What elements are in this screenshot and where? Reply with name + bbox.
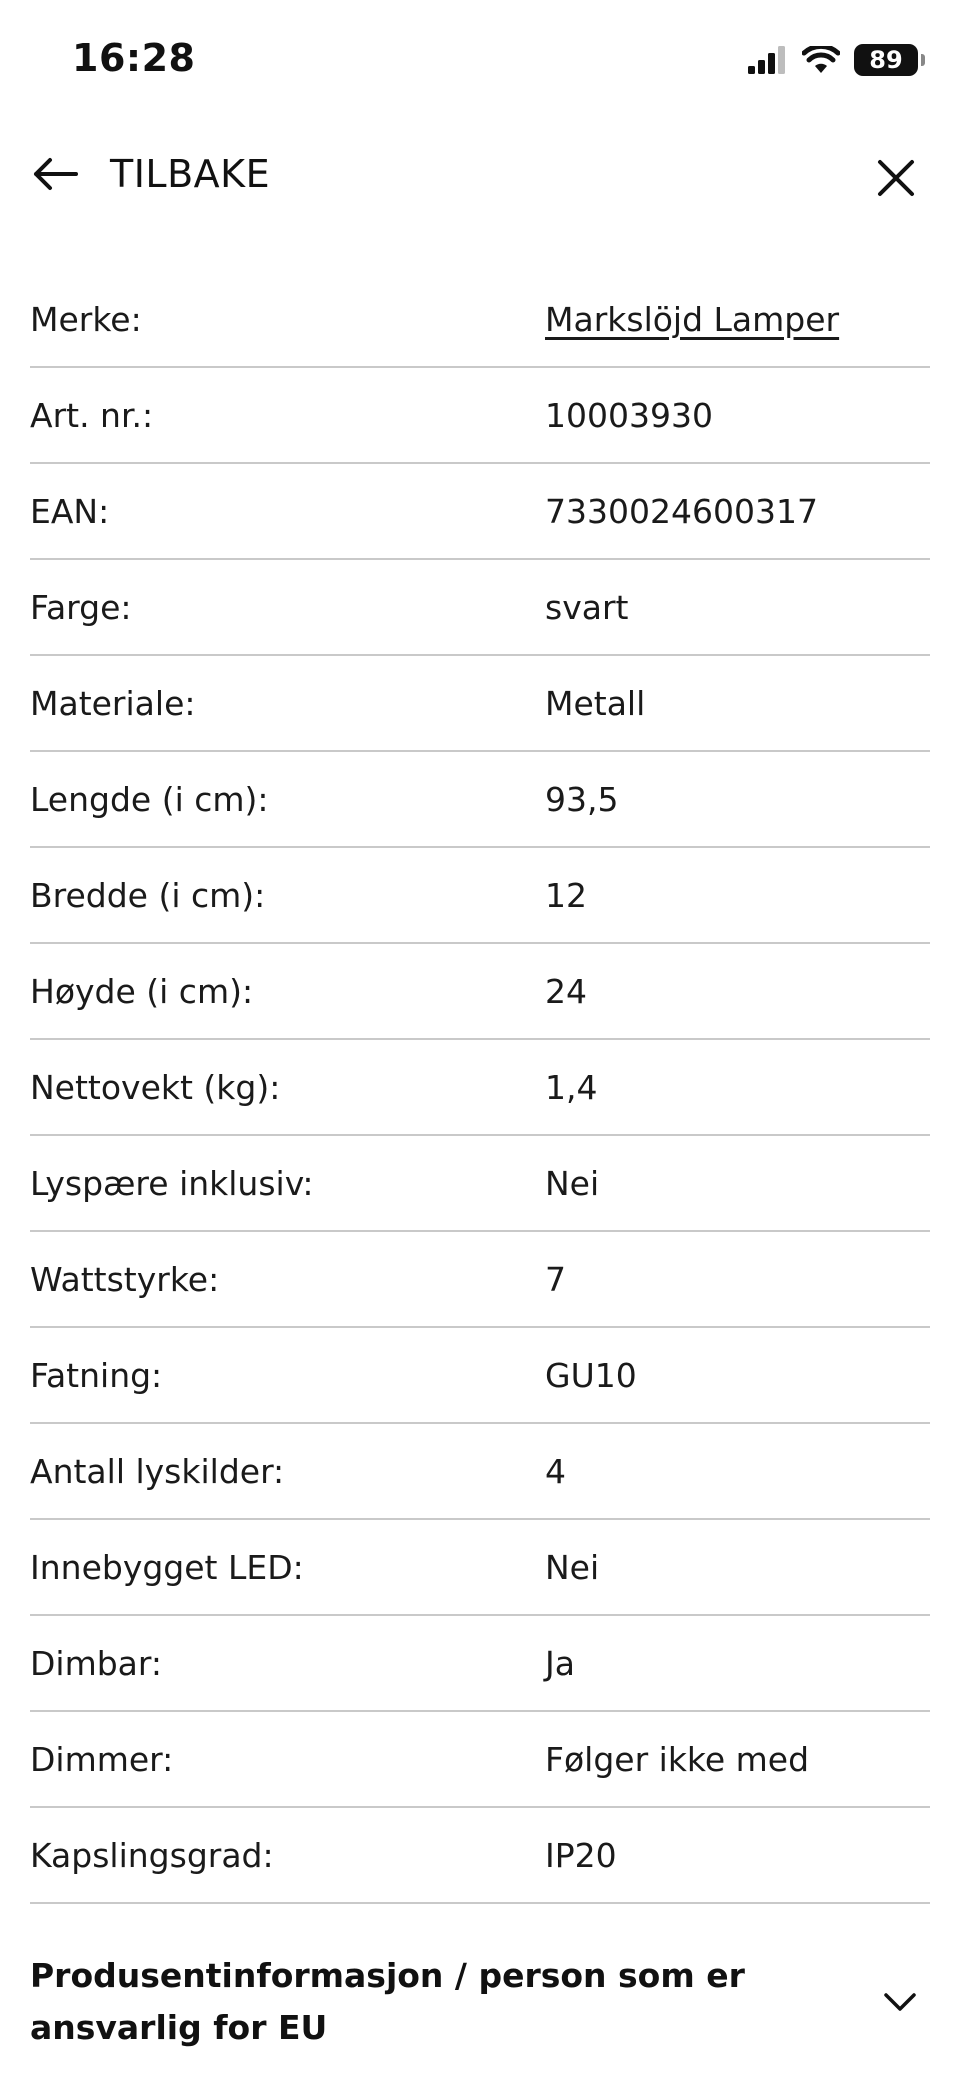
wifi-icon xyxy=(802,46,840,74)
spec-value: Nei xyxy=(545,1163,600,1203)
header xyxy=(0,130,960,230)
spec-value: 4 xyxy=(545,1451,566,1491)
spec-value: 12 xyxy=(545,875,587,915)
spec-label: Lyspære inklusiv: xyxy=(30,1163,314,1203)
spec-label: Fatning: xyxy=(30,1355,163,1395)
spec-row-brand xyxy=(30,272,930,368)
spec-row-light-sources xyxy=(30,1424,930,1520)
spec-row-ean xyxy=(30,464,930,560)
spec-label: Farge: xyxy=(30,587,132,627)
spec-value: 1,4 xyxy=(545,1067,598,1107)
arrow-left-icon xyxy=(32,156,78,192)
accordion-title: Produsentinformasjon / person som er ansvarlig for EU xyxy=(30,1956,745,2047)
spec-label: Art. nr.: xyxy=(30,395,154,435)
spec-label: Dimbar: xyxy=(30,1643,162,1683)
spec-label: EAN: xyxy=(30,491,110,531)
spec-row-wattage xyxy=(30,1232,930,1328)
close-button[interactable] xyxy=(872,154,920,202)
spec-value: 7330024600317 xyxy=(545,491,818,531)
spec-row-built-in-led xyxy=(30,1520,930,1616)
status-bar xyxy=(0,0,960,120)
brand-link[interactable]: Markslöjd Lamper xyxy=(545,299,840,339)
spec-value: 24 xyxy=(545,971,587,1011)
spec-row-ip-rating xyxy=(30,1808,930,1904)
spec-row-socket xyxy=(30,1328,930,1424)
status-time: 16:28 xyxy=(72,36,196,80)
spec-label: Innebygget LED: xyxy=(30,1547,304,1587)
spec-label: Nettovekt (kg): xyxy=(30,1067,281,1107)
spec-row-material xyxy=(30,656,930,752)
spec-label: Kapslingsgrad: xyxy=(30,1835,274,1875)
battery-level: 89 xyxy=(869,46,903,74)
spec-value: GU10 xyxy=(545,1355,637,1395)
spec-value: Nei xyxy=(545,1547,600,1587)
spec-row-width xyxy=(30,848,930,944)
spec-table xyxy=(30,272,930,1904)
status-icons xyxy=(748,44,918,76)
spec-label: Antall lyskilder: xyxy=(30,1451,285,1491)
manufacturer-info-accordion[interactable] xyxy=(30,1950,930,2054)
spec-row-dimmer xyxy=(30,1712,930,1808)
spec-label: Høyde (i cm): xyxy=(30,971,254,1011)
spec-row-net-weight xyxy=(30,1040,930,1136)
back-label: TILBAKE xyxy=(110,152,271,196)
spec-value: 10003930 xyxy=(545,395,713,435)
spec-label: Wattstyrke: xyxy=(30,1259,220,1299)
spec-value: Metall xyxy=(545,683,646,723)
spec-row-height xyxy=(30,944,930,1040)
spec-label: Materiale: xyxy=(30,683,196,723)
spec-row-color xyxy=(30,560,930,656)
spec-value: IP20 xyxy=(545,1835,617,1875)
spec-value: 7 xyxy=(545,1259,566,1299)
battery-icon xyxy=(854,44,918,76)
spec-value: 93,5 xyxy=(545,779,619,819)
spec-row-art-nr xyxy=(30,368,930,464)
spec-row-dimmable xyxy=(30,1616,930,1712)
spec-label: Merke: xyxy=(30,299,142,339)
chevron-down-icon xyxy=(880,1982,920,2022)
spec-label: Bredde (i cm): xyxy=(30,875,266,915)
spec-label: Dimmer: xyxy=(30,1739,174,1779)
spec-row-bulb-included xyxy=(30,1136,930,1232)
back-button[interactable] xyxy=(32,152,270,196)
close-icon xyxy=(872,154,920,202)
spec-row-length xyxy=(30,752,930,848)
signal-icon xyxy=(748,46,788,74)
spec-value: Følger ikke med xyxy=(545,1739,810,1779)
spec-value: Ja xyxy=(545,1643,575,1683)
spec-label: Lengde (i cm): xyxy=(30,779,269,819)
spec-value: svart xyxy=(545,587,629,627)
